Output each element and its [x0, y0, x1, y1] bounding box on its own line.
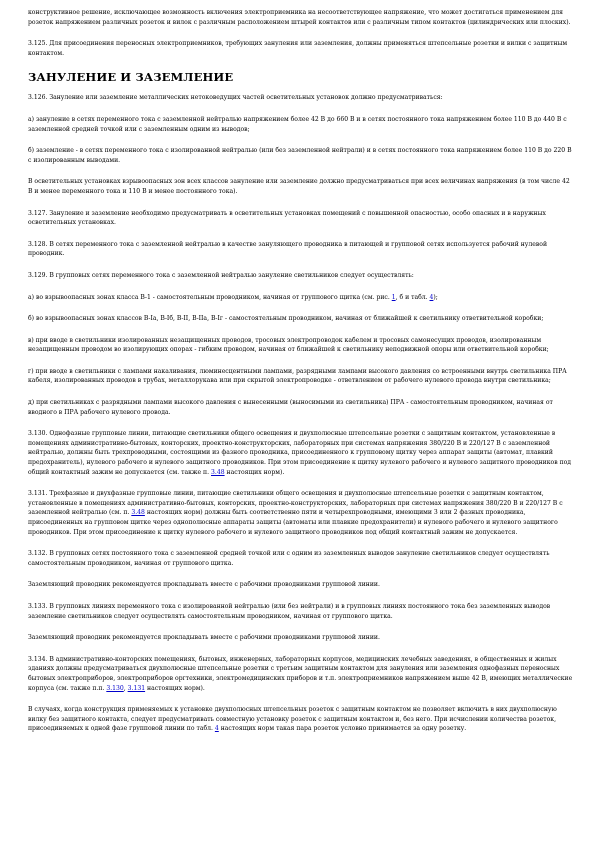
text-fragment: настоящих норм).: [145, 684, 205, 692]
paragraph-3-126-c: В осветительных установках взрывоопасных зон всех классов зануление или заземление должно предусматриваться при всех величинах напряжения (в том числе 42 В и менее переменного тока и 110 В и менее постоянного тока).: [28, 178, 570, 195]
paragraph-3-125: 3.125. Для присоединения переносных электроприемников, требующих зануления или заземления, должны применяться штепсельные розетки и вилки с защитным контактом.: [28, 40, 568, 57]
paragraph-3-129-v: в) при вводе в светильники изолированных незащищенных проводов, тросовых электропроводок кабелем и тросовых самонесущих проводов, изолированным незащищенным проводом во изолирующих опорах - гибким проводом, начиная от ближайшей к светильнику неподвижной опоры или ответвительной коробки;: [28, 336, 549, 354]
paragraph-continuation: конструктивное решение, исключающее возможность включения электроприемника на несоответствующее напряжение, что может достигаться применением для розеток напряжением различных розеток и вилок с различным расположением штырей контактов или с различным типом контактов (цилиндрических или плоских).: [28, 9, 571, 26]
clause-3-48-link[interactable]: 3.48: [131, 509, 145, 517]
paragraph-3-133-note: Заземляющий проводник рекомендуется прокладывать вместе с рабочими проводниками групповой линии.: [28, 634, 380, 642]
figure-1-link[interactable]: 1: [391, 293, 396, 301]
paragraph-3-133: 3.133. В групповых линиях переменного тока с изолированной нейтралью (или без нейтрали) и в групповых линиях постоянного тока без заземленных выводов заземление светильников следует осуществлять самостоятельным проводником, начиная от группового щитка.: [28, 602, 551, 620]
paragraph-3-129-a: [28, 293, 573, 303]
paragraph-3-134: [28, 655, 573, 693]
section-heading: ЗАНУЛЕНИЕ И ЗАЗЕМЛЕНИЕ: [28, 70, 234, 85]
paragraph-3-126: 3.126. Зануление или заземление металлических нетоковедущих частей осветительных установок должно предусматриваться:: [28, 94, 443, 102]
clause-3-131-link[interactable]: 3.131: [127, 684, 146, 692]
clause-3-48-link[interactable]: 3.48: [211, 468, 225, 476]
paragraph-3-131: [28, 489, 573, 537]
text-fragment: настоящих норм такая пара розеток условно принимается за одну розетку.: [218, 725, 467, 733]
clause-3-130-link[interactable]: 3.130: [106, 684, 124, 692]
table-4-link[interactable]: 4: [429, 293, 434, 301]
text-fragment: 3.130. Однофазные групповые линии, питающие светильники общего освещения и двухполюсные штепсельные розетки с защитным контактом, установленные в помещениях административно-бытовых, конторских, проектно-конструкторских, лабораторных при системах напряжения 380/220 В и 220/127 В с заземленной нейтралью, должны быть трехпроводными, состоящими из фазного проводника, присоединенного к групповому щитку через аппарат защиты (автомат, плавкий предохранитель), нулевого рабочего и нулевого защитного проводников. При этом присоединение к щитку нулевого рабочего и нулевого защитного проводников под общий контактный зажим не допускается (см. также п.: [28, 430, 572, 476]
text-fragment: , б и табл.: [395, 293, 430, 301]
paragraph-3-130: [28, 429, 573, 477]
text-fragment: настоящих норм) должны быть соответственно пяти и четырехпроводными, имеющими 3 или 2 фазных проводника, присоединенных на групповом щитке через однополюсные аппараты защиты (автоматы или плавкие предохранители) и нулевого рабочего и нулевого защитного проводников. При этом присоединение к щитку нулевого рабочего и нулевого защитного проводников под общий контактный зажим не допускается.: [28, 509, 558, 536]
text-fragment: 3.134. В административно-конторских помещениях, бытовых, инженерных, лабораторных корпусов, медицинских лечебных заведениях, в общественных и жилых зданиях должны предусматриваться двухполюсные штепсельные розетки с третьим защитным контактом для зануления или заземления однофазных переносных бытовых электроприборов, электроприборов оргтехники, электромедицинских приборов и т.п. электроприемников напряжением выше 42 В, имеющих металлические корпуса (см. также п.п.: [28, 655, 573, 692]
paragraph-3-128: 3.128. В сетях переменного тока с заземленной нейтралью в качестве зануляющего проводника в питающей и групповой сетях используется рабочий нулевой проводник.: [28, 240, 548, 258]
paragraph-3-132-note: Заземляющий проводник рекомендуется прокладывать вместе с рабочими проводниками групповой линии.: [28, 581, 380, 589]
table-4-link[interactable]: 4: [214, 725, 219, 733]
text-fragment: В случаях, когда конструкция применяемых к установке двухполюсных штепсельных розеток с защитным контактом не позволяет включить в них двухполюсную вилку без защитного контакта, следует предусматривать совместную установку розеток с защитным контактом и, без него. При исчислении количества розеток, присоединяемых к одной фазе групповой линии по табл.: [28, 706, 557, 733]
paragraph-3-129-d: д) при светильниках с разрядными лампами высокого давления с вынесенными (выносимыми из светильника) ПРА - самостоятельным проводником, начиная от вводного в ПРА рабочего нулевого провода.: [28, 399, 553, 416]
text-fragment: ,: [123, 684, 128, 692]
paragraph-3-127: 3.127. Зануление и заземление необходимо предусматривать в осветительных установках помещений с повышенной опасностью, особо опасных и в наружных осветительных установках.: [28, 209, 546, 227]
paragraph-3-129-g: г) при вводе в светильники с лампами накаливания, люминесцентными лампами, разрядными лампами высокого давления со встроенными внутрь светильника ПРА кабеля, изолированных проводов в трубах, металлорукава или при скрытой электропроводке - ответвлением от рабочего нулевого провода внутри светильника;: [28, 367, 567, 385]
paragraph-final: [28, 705, 573, 734]
paragraph-3-126-a: а) зануление в сетях переменного тока с заземленной нейтралью напряжением более 42 В до 660 В и в сетях постоянного тока напряжением более 110 В до 440 В с заземленной средней точкой или с заземленным одним из выводов;: [28, 115, 567, 133]
text-fragment: а) во взрывоопасных зонах класса В-1 - самостоятельным проводником, начиная от группового щитка (см. рис.: [28, 293, 392, 301]
text-fragment: настоящих норм).: [224, 468, 285, 476]
paragraph-3-129-b: б) во взрывоопасных зонах классов В-Iа, В-Iб, В-II, В-IIа, В-Iг - самостоятельным проводником, начиная от ближайшей к светильнику ответвительной коробки;: [28, 315, 544, 323]
text-fragment: );: [433, 293, 438, 301]
paragraph-3-126-b: б) заземление - в сетях переменного тока с изолированной нейтралью (или без заземленной нейтрали) и в сетях постоянного тока напряжением более 110 В до 220 В с изолированным выводами.: [28, 147, 572, 164]
paragraph-3-132: 3.132. В групповых сетях постоянного тока с заземленной средней точкой или с одним из заземленных выводов зануление светильников следует осуществлять самостоятельным проводником, начиная от группового щитка.: [28, 550, 550, 567]
paragraph-3-129: 3.129. В групповых сетях переменного тока с заземленной нейтралью зануление светильников следует осуществлять:: [28, 271, 414, 279]
document-page: [28, 8, 573, 746]
text-fragment: 3.131. Трехфазные и двухфазные групповые линии, питающие светильники общего освещения и двухполюсные штепсельные розетки с защитным контактом, установленные в помещениях административно-бытовых, конторских, проектно-конструкторских, лабораторных при системах напряжения 380/220 В и 220/127 В с заземленной нейтралью (см. п.: [28, 490, 563, 517]
